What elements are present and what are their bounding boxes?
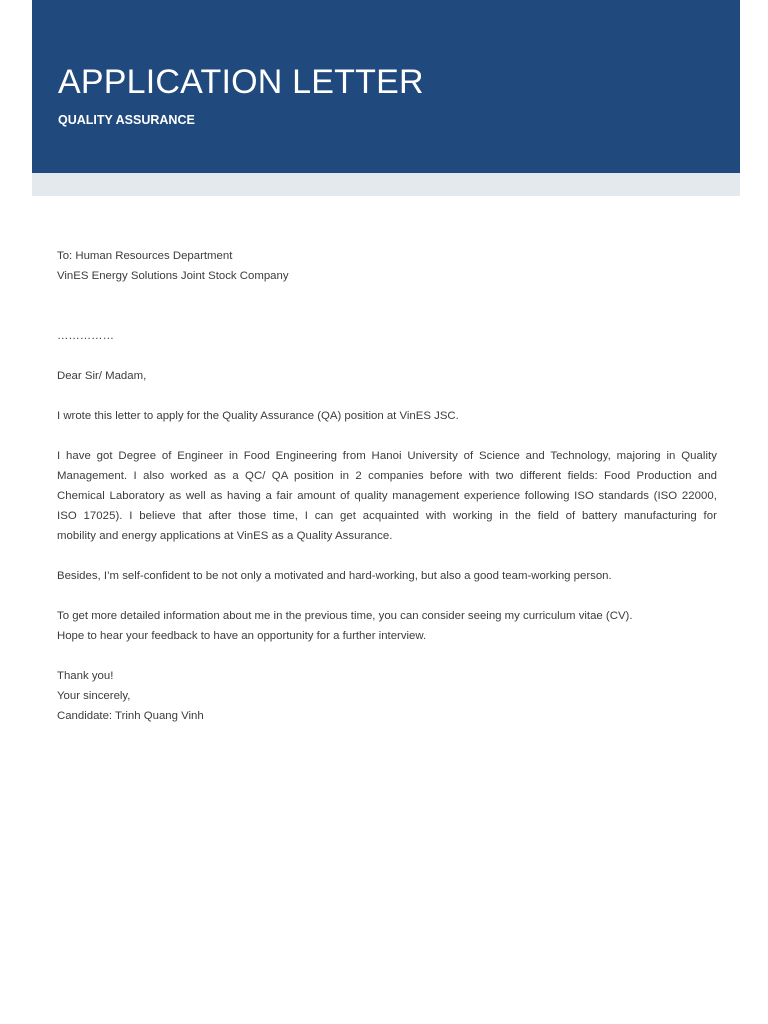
traits-text: Besides, I’m self-confident to be not only a motivated and hard-working, but also a good team-working person. bbox=[57, 570, 612, 582]
closing-paragraph bbox=[57, 606, 717, 646]
background-line: ISO 17025). I believe that after those time, I can get acquainted with working in the field of battery manufacturing for bbox=[57, 510, 717, 522]
traits-paragraph bbox=[57, 566, 717, 586]
header-banner bbox=[32, 0, 740, 173]
date-placeholder bbox=[57, 326, 717, 346]
background-line: Chemical Laboratory as well as having a fair amount of quality management experience following ISO standards (ISO 22000, bbox=[57, 490, 717, 502]
closing-line: Hope to hear your feedback to have an opportunity for a further interview. bbox=[57, 630, 427, 642]
closing-line: To get more detailed information about me in the previous time, you can consider seeing my curriculum vitae (CV). bbox=[57, 610, 633, 622]
placeholder-dots: …………… bbox=[57, 330, 114, 342]
recipient-department: To: Human Resources Department bbox=[57, 250, 233, 262]
intro-text: I wrote this letter to apply for the Quality Assurance (QA) position at VinES JSC. bbox=[57, 410, 459, 422]
document-subtitle: QUALITY ASSURANCE bbox=[58, 113, 195, 127]
signoff-block bbox=[57, 666, 717, 726]
background-paragraph bbox=[57, 446, 717, 546]
document-title: APPLICATION LETTER bbox=[58, 63, 424, 101]
recipient-block bbox=[57, 246, 717, 286]
letter-body bbox=[57, 246, 717, 726]
signoff-regards: Your sincerely, bbox=[57, 690, 131, 702]
background-line: mobility and energy applications at VinES as a Quality Assurance. bbox=[57, 530, 393, 542]
background-line: Management. I also worked as a QC/ QA position in 2 companies before with two different fields: Food Production and bbox=[57, 470, 717, 482]
header-accent-strip bbox=[32, 173, 740, 196]
background-line: I have got Degree of Engineer in Food Engineering from Hanoi University of Science and Technology, majoring in Quality bbox=[57, 450, 717, 462]
salutation bbox=[57, 366, 717, 386]
salutation-text: Dear Sir/ Madam, bbox=[57, 370, 147, 382]
intro-paragraph bbox=[57, 406, 717, 426]
signoff-candidate: Candidate: Trinh Quang Vinh bbox=[57, 710, 204, 722]
recipient-company: VinES Energy Solutions Joint Stock Company bbox=[57, 270, 289, 282]
signoff-thanks: Thank you! bbox=[57, 670, 114, 682]
